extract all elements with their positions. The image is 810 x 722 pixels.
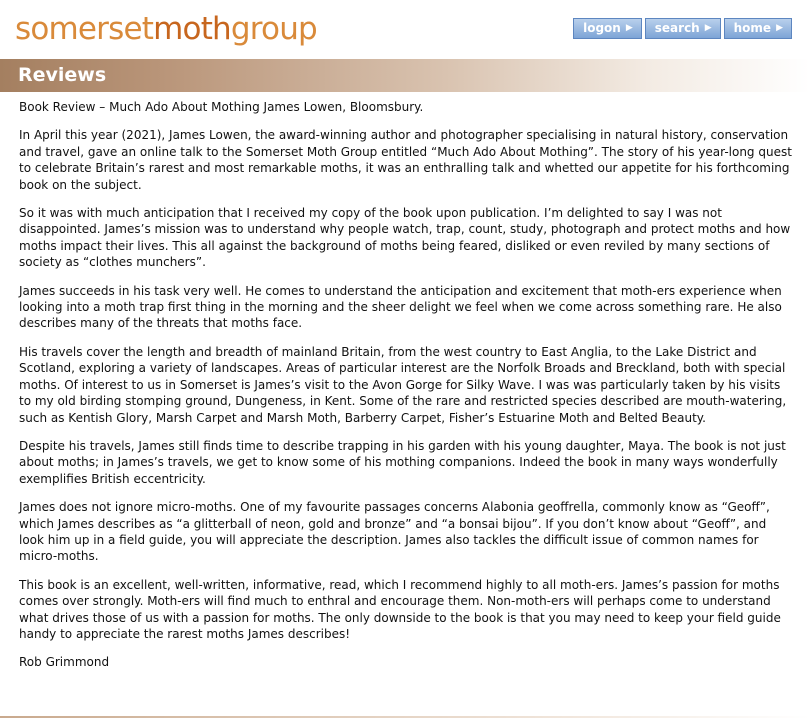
logon-button-label: logon xyxy=(583,21,621,35)
logo-word-moth: moth xyxy=(153,11,231,47)
article-heading: Book Review – Much Ado About Mothing James Lowen, Bloomsbury. xyxy=(19,100,424,114)
article-paragraph: Despite his travels, James still finds time to describe trapping in his garden with his young daughter, Maya. The book is not just about moths; in James’s travels, we get to know some of his mothing companions. Indeed the book in many ways wonderfully exemplifies British eccentricity. xyxy=(19,438,786,486)
site-logo[interactable] xyxy=(15,9,317,49)
triangle-right-icon: ▶ xyxy=(776,23,783,33)
triangle-right-icon: ▶ xyxy=(625,23,633,33)
article-paragraph: So it was with much anticipation that I received my copy of the book upon publication. I’m delighted to say I was not disappointed. James’s mission was to understand why people watch, trap, count, study, photograph and protect moths and how moths impact their lives. This all against the background of moths being feared, disliked or even reviled by many sections of society as “clothes munchers”. xyxy=(19,206,791,270)
search-button-label: search xyxy=(654,21,700,35)
article-paragraph: James does not ignore micro-moths. One of my favourite passages concerns Alabonia geoffrella, commonly know as “Geoff”, which James describes as “a glitterball of neon, gold and bronze” and “a bonsai bijou”. If you don’t know about “Geoff”, and look him up in a field guide, you will appreciate the description. James also tackles the difficult issue of common names for micro-moths. xyxy=(19,500,770,564)
logo-word-somerset: somerset xyxy=(15,11,154,47)
section-header-bar xyxy=(0,59,810,92)
search-button[interactable] xyxy=(645,18,721,39)
article-paragraph: In April this year (2021), James Lowen, the award-winning author and photographer specialising in natural history, conservation and travel, gave an online talk to the Somerset Moth Group entitled “Much Ado About Mothing”. The story of his year-long quest to celebrate Britain’s rarest and most remarkable moths, it was an enthralling talk and whetted our appetite for his forthcoming book on the subject. xyxy=(19,128,792,192)
home-button-label: home xyxy=(733,21,772,35)
logon-button[interactable] xyxy=(573,18,642,39)
site-header xyxy=(0,0,810,58)
top-nav xyxy=(573,18,792,39)
logo-word-group: group xyxy=(230,11,317,47)
section-title: Reviews xyxy=(18,64,107,86)
home-button[interactable] xyxy=(724,18,792,39)
article-paragraph: James succeeds in his task very well. He comes to understand the anticipation and excitement that moth-ers experience when looking into a moth trap first thing in the morning and the sheer delight we feel when we come across something rare. He also describes many of the threats that moths face. xyxy=(19,283,782,331)
footer-divider xyxy=(0,716,810,718)
article-paragraph: This book is an excellent, well-written, informative, read, which I recommend highly to all moth-ers. James’s passion for moths comes over strongly. Moth-ers will find much to enthral and encourage them. Non-moth-ers will perhaps come to understand what drives those of us with a passion for moths. The only downside to the book is that you may need to keep your field guide handy to appreciate the rarest moths James describes! xyxy=(19,577,781,641)
article-signature: Rob Grimmond xyxy=(19,655,110,670)
triangle-right-icon: ▶ xyxy=(704,23,712,33)
article-paragraph: His travels cover the length and breadth of mainland Britain, from the west country to East Anglia, to the Lake District and Scotland, exploring a variety of landscapes. Areas of particular interest are the Norfolk Broads and Breckland, both with special moths. Of interest to us in Somerset is James’s visit to the Avon Gorge for Silky Wave. I was was particularly taken by his visits to my old birding stomping ground, Dungeness, in Kent. Some of the rare and restricted species described are mouth-watering, such as Kentish Glory, Marsh Carpet and Marsh Moth, Barberry Carpet, Fisher’s Estuarine Moth and Belted Beauty. xyxy=(19,344,787,425)
article-body xyxy=(19,99,794,683)
